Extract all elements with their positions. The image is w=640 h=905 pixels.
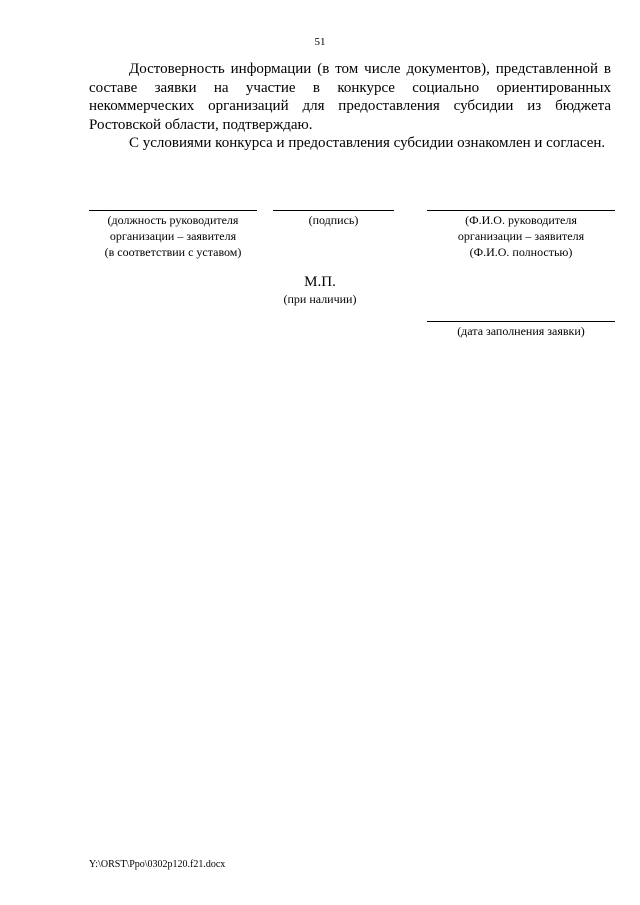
name-caption-line: (Ф.И.О. руководителя [465, 213, 577, 227]
stamp-label: М.П. [304, 274, 336, 290]
position-caption-line: организации – заявителя [109, 229, 237, 243]
name-caption-line: организации – заявителя [457, 229, 585, 243]
position-signature-line [89, 210, 257, 211]
footer-file-path: Y:\ORST\Ppo\0302p120.f21.docx [89, 859, 226, 870]
signature-caption [273, 212, 394, 228]
agreement-paragraph: С условиями конкурса и предоставления субсидии ознакомлен и согласен. [129, 135, 606, 151]
name-signature-line [427, 210, 615, 211]
date-line [427, 321, 615, 322]
position-caption [89, 212, 257, 260]
name-caption [427, 212, 615, 260]
date-caption: (дата заполнения заявки) [457, 324, 585, 338]
signature-caption-line: (подпись) [308, 213, 359, 227]
position-caption-line: (должность руководителя [107, 213, 239, 227]
stamp-note: (при наличии) [283, 292, 357, 306]
body-text [89, 60, 611, 153]
confirmation-paragraph: Достоверность информации (в том числе документов), представленной в составе заявки на участие в конкурсе социально ориентированных некоммерческих организаций для предоставления субсидии из бюджета Ростовской области, подтверждаю. [89, 61, 611, 133]
position-caption-line: (в соответствии с уставом) [104, 245, 242, 259]
signature-line [273, 210, 394, 211]
name-caption-line: (Ф.И.О. полностью) [469, 245, 573, 259]
stamp-block [0, 273, 640, 307]
page-number: 51 [314, 36, 326, 48]
